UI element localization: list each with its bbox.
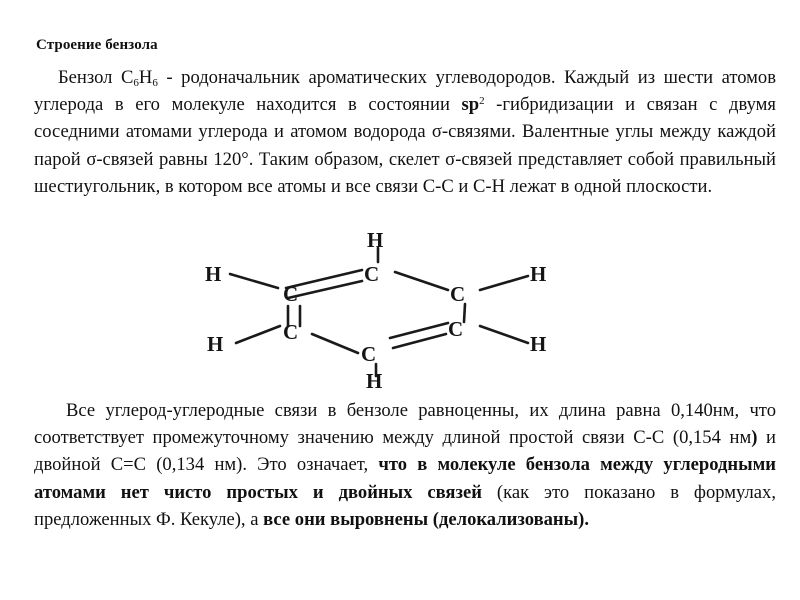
atom-h-right-lower: H: [530, 332, 547, 356]
p2-text-3: (как это показано в формулах, предложенных Ф. Кекуле), а: [34, 481, 777, 530]
p1-lead: Бензол С: [58, 67, 134, 88]
p2-bold-1: что в молекуле бензола между углеродными атомами нет чисто простых и двойных связей: [34, 454, 776, 503]
p2-text-2: и двойной С=С (0,134 нм). Это означает,: [34, 427, 776, 476]
bond-ch-right-lower: [480, 326, 528, 343]
atom-c-top: C: [364, 262, 380, 286]
bond-top-right: [395, 272, 448, 290]
p1-sp: sp: [461, 94, 480, 116]
atom-h-left-upper: H: [205, 262, 222, 286]
atom-c-left-lower: C: [283, 320, 299, 344]
p1-subscript-carbon: 6: [133, 77, 139, 89]
atom-h-bottom: H: [366, 369, 383, 391]
atom-c-right-upper: C: [450, 282, 466, 306]
paragraph-benzene-intro: [34, 64, 776, 200]
bond-bottom-left: [312, 334, 358, 353]
p1-superscript: 2: [479, 95, 485, 108]
atom-h-top: H: [367, 228, 384, 252]
p2-bold-2: все они выровнены (делокализованы).: [263, 508, 590, 530]
p2-bold-paren: ): [751, 427, 758, 449]
paragraph-bond-equivalence: [34, 397, 776, 533]
p1-hydrogen: Н: [138, 67, 153, 88]
atom-h-left-lower: H: [207, 332, 224, 356]
atom-c-right-lower: C: [448, 317, 464, 341]
atom-h-right-upper: H: [530, 262, 547, 286]
bond-top-left-double: [288, 281, 362, 298]
bond-ch-left-lower: [236, 326, 280, 343]
atom-c-left-upper: C: [283, 282, 299, 306]
p1-subscript-hydrogen: 6: [152, 77, 158, 89]
benzene-structural-formula: [190, 226, 570, 391]
p1-tail: -гибридизации и связан с двумя соседними атомами углерода и атомом водорода σ-связями. Валентные углы между каждой парой σ-связей равны 120°. Таким образом, скелет σ-связей представляет собой правильный шестиугольник, в котором все атомы и все связи С-С и С-Н лежат в одной плоскости.: [34, 94, 776, 197]
page-title: Строение бензола: [36, 37, 158, 53]
bond-ch-left-upper: [230, 274, 278, 288]
p2-text-1: Все углерод-углеродные связи в бензоле равноценны, их длина равна 0,140нм, что соответствует промежуточному значению между длиной простой связи С-С (0,154 нм: [34, 400, 776, 449]
bond-right: [464, 304, 465, 322]
atom-c-bottom: C: [361, 342, 377, 366]
p1-body: - родоначальник ароматических углеводородов. Каждый из шести атомов углерода в его молекуле находится в состоянии: [34, 67, 777, 116]
bond-ch-right-upper: [480, 276, 528, 290]
